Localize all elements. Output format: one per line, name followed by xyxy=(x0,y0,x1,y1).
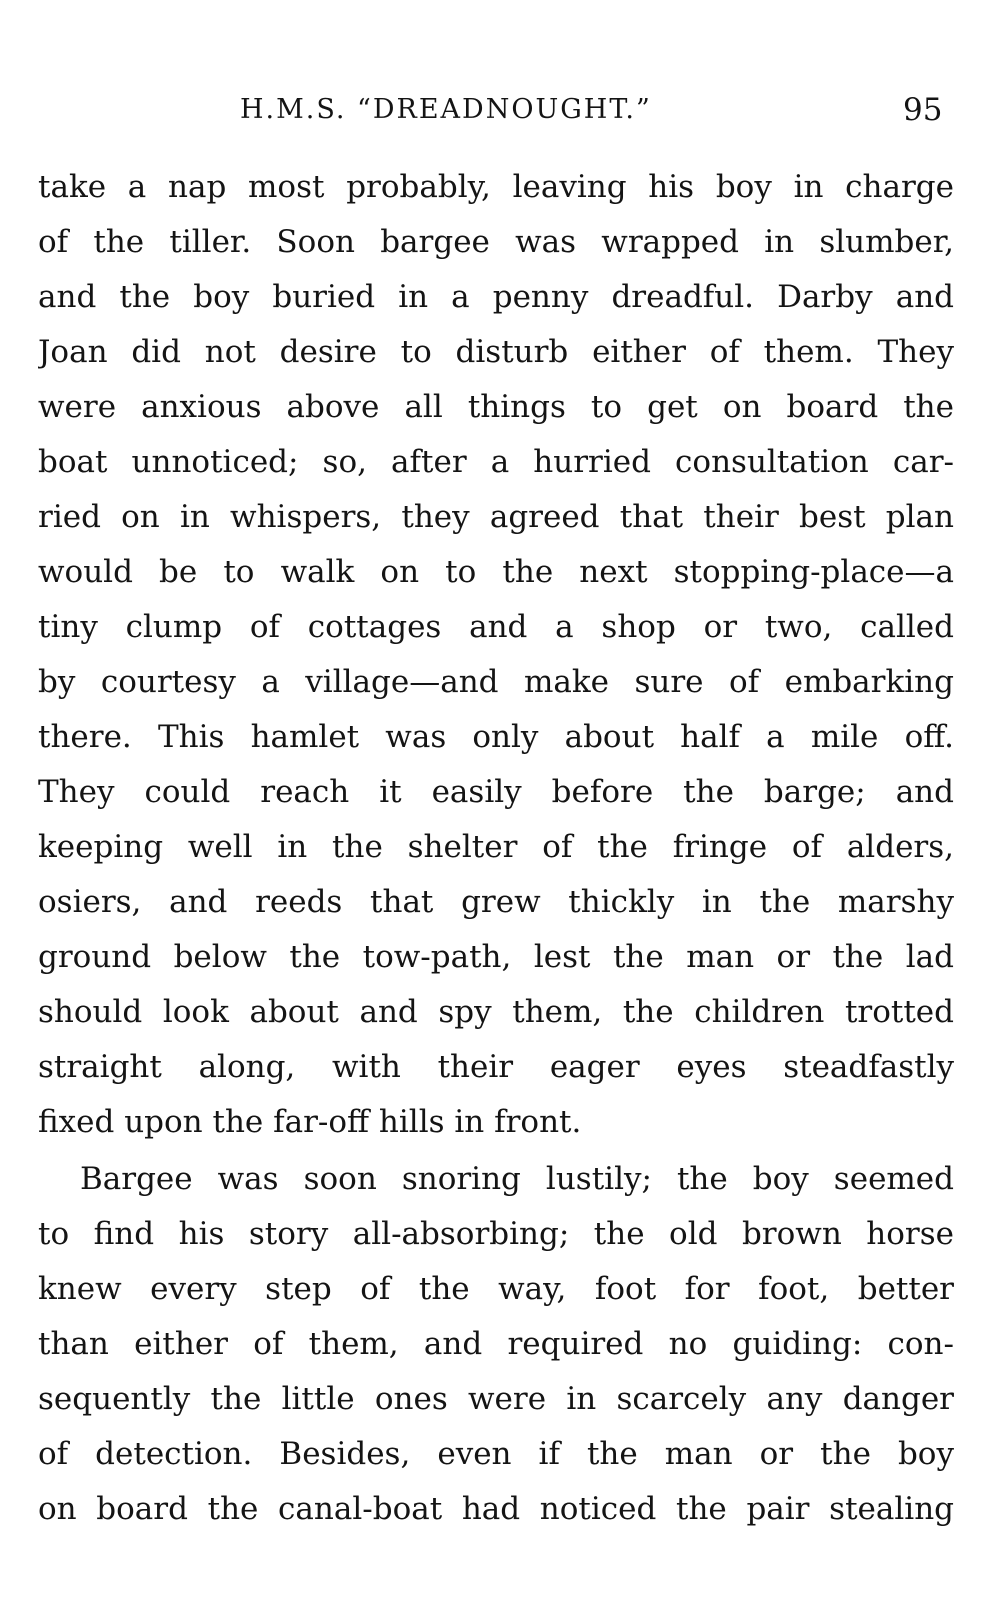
page-number: 95 xyxy=(903,92,943,128)
text-line: there. This hamlet was only about half a mile off. xyxy=(38,719,954,755)
text-line: by courtesy a village—and make sure of embarking xyxy=(38,664,954,700)
text-line: tiny clump of cottages and a shop or two, called xyxy=(38,609,954,645)
text-line: boat unnoticed; so, after a hurried consultation car- xyxy=(38,444,954,480)
text-line: Joan did not desire to disturb either of them. They xyxy=(38,334,954,370)
text-line: Bargee was soon snoring lustily; the boy seemed xyxy=(80,1161,954,1197)
text-line: ground below the tow-path, lest the man or the lad xyxy=(38,939,954,975)
text-line: keeping well in the shelter of the fringe of alders, xyxy=(38,829,954,865)
text-line: were anxious above all things to get on board the xyxy=(38,389,954,425)
text-line: than either of them, and required no guiding: con- xyxy=(38,1326,954,1362)
paragraph-1 xyxy=(38,160,954,1150)
text-line: would be to walk on to the next stopping-place—a xyxy=(38,554,954,590)
text-line: They could reach it easily before the barge; and xyxy=(38,774,954,810)
text-line: to find his story all-absorbing; the old brown horse xyxy=(38,1216,954,1252)
paragraph-2 xyxy=(38,1152,954,1537)
text-line: ried on in whispers, they agreed that their best plan xyxy=(38,499,954,535)
running-header xyxy=(0,82,1000,142)
text-line: straight along, with their eager eyes steadfastly xyxy=(38,1049,954,1085)
text-line: fixed upon the far-off hills in front. xyxy=(38,1104,582,1140)
text-line: of detection. Besides, even if the man or the boy xyxy=(38,1436,954,1472)
body-text xyxy=(38,160,954,1537)
text-line: should look about and spy them, the children trotted xyxy=(38,994,954,1030)
text-line: and the boy buried in a penny dreadful. Darby and xyxy=(38,279,954,315)
text-line: on board the canal-boat had noticed the pair stealing xyxy=(38,1491,954,1527)
text-line: osiers, and reeds that grew thickly in the marshy xyxy=(38,884,954,920)
running-title: H.M.S. “DREADNOUGHT.” xyxy=(240,94,652,125)
text-line: sequently the little ones were in scarcely any danger xyxy=(38,1381,954,1417)
text-line: knew every step of the way, foot for foot, better xyxy=(38,1271,954,1307)
text-line: take a nap most probably, leaving his boy in charge xyxy=(38,169,954,205)
text-line: of the tiller. Soon bargee was wrapped in slumber, xyxy=(38,224,954,260)
